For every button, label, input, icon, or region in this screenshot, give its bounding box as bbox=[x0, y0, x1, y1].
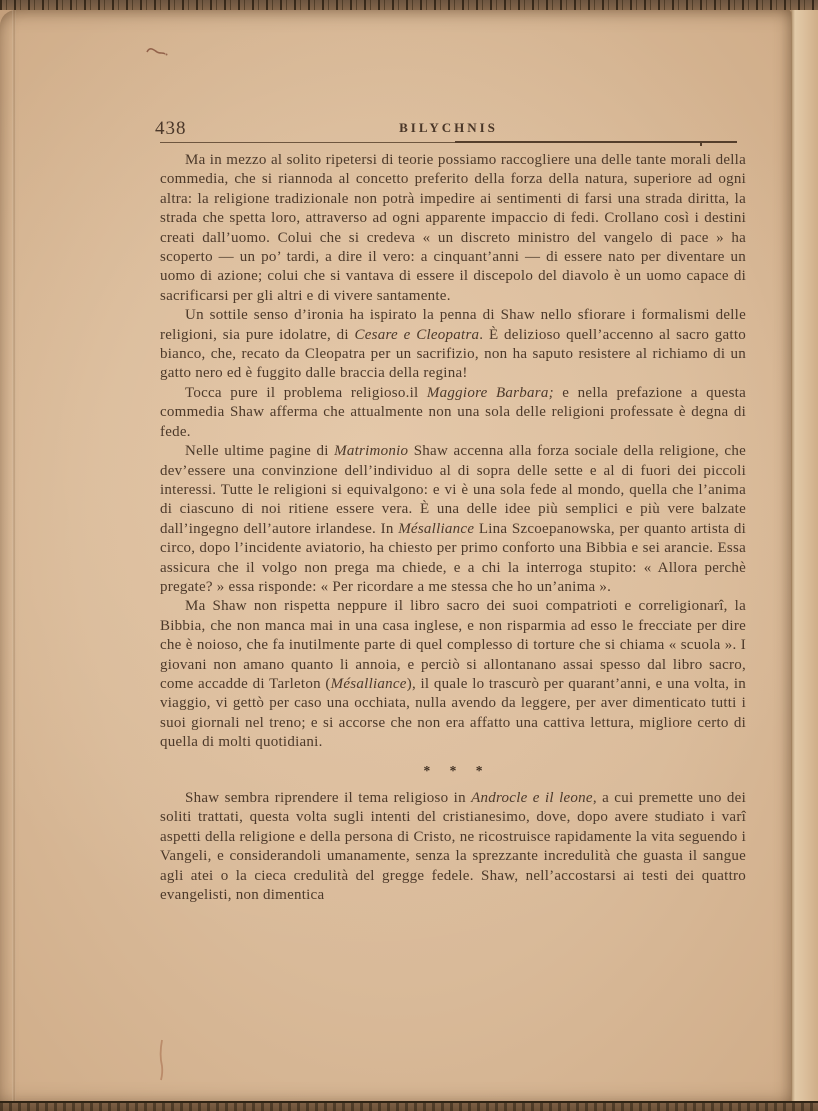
book-title-italic: Mésalliance bbox=[330, 675, 407, 692]
text-run: e nella prefazione a questa commedia Shaw afferma che attualmente non una sola delle religioni professate è degna di fede. bbox=[160, 384, 746, 440]
journal-title: BILYCHNIS bbox=[399, 120, 498, 135]
header-rule-nub bbox=[700, 143, 702, 146]
red-ink-stroke-mark bbox=[157, 1038, 167, 1082]
book-title-italic: Cesare e Cleopatra bbox=[354, 326, 480, 343]
paper-crease bbox=[12, 10, 16, 1103]
paragraph bbox=[160, 789, 746, 905]
underlying-page-fore-edge bbox=[791, 10, 818, 1103]
text-run: Shaw accenna alla forza sociale della religione, che dev’essere una convinzione dell’individuo al di sopra delle sette e al di fuori dei piccoli interessi. Tutte le religioni si equivalgono: e vi è una sola fede al mondo, quella che l’anima di ciascuno di noi ritiene essere vera. È una delle idee più semplici e più vere balzate dall’ingegno dell’autore irlandese. In bbox=[160, 443, 746, 537]
page-number: 438 bbox=[155, 118, 187, 139]
section-separator: * * * bbox=[423, 762, 491, 778]
book-top-binding-edge bbox=[0, 0, 818, 10]
text-run: Tocca pure il problema religioso.il bbox=[185, 384, 427, 401]
paragraph bbox=[160, 384, 746, 442]
text-run: Nelle ultime pagine di bbox=[185, 443, 335, 460]
book-title-italic: Androcle e il leone bbox=[471, 790, 593, 806]
scanned-page bbox=[0, 10, 792, 1103]
text-run: Ma Shaw non rispetta neppure il libro sacro dei suoi compatrioti e correligionarî, la Bibbia, che non manca mai in una casa inglese, e non risparmia ad esso le frecciate per dire che è noioso, che fa inutilmente parte di quel complesso di torture che si chiama « scuola ». I giovani non amano quanto li annoia, e perciò si allontanano assai spesso dal libro sacro, come accadde di Tarleton ( bbox=[160, 598, 746, 692]
book-title-italic: Mésalliance bbox=[398, 520, 475, 537]
book-bottom-binding-edge bbox=[0, 1101, 818, 1111]
paragraph bbox=[160, 306, 746, 384]
paragraph bbox=[160, 442, 746, 597]
text-run: Ma in mezzo al solito ripetersi di teorie possiamo raccogliere una delle tante morali della commedia, che si riannoda al concetto preferito della forza della natura, superiore ad ogni altra: la religione tradizionale non potrà impedire ai sentimenti di farsi una strada diritta, la strada che spetta loro, attraverso ad ogni apparente impaccio di fedi. Crollano così i destini creati dall’uomo. Colui che si credeva « un discreto ministro del vangelo di pace » ha scoperto — un po’ tardi, a dire il vero: a cinquant’anni — di essere nato per diventare un uomo di azione; colui che si vantava di essere il discepolo del diavolo è un uomo capace di sacrificarsi per gli altri e di vivere santamente. bbox=[160, 152, 746, 304]
ink-squiggle-mark bbox=[144, 43, 170, 59]
text-run: ), il quale lo trascurò per quarant’anni, e una volta, in viaggio, vi gettò per caso una occhiata, nulla avendo da leggere, per aver dimenticato tutti i suoi giornali nel treno; e si accorse che non era affatto una cattiva lettura, migliore certo di quella di molti quotidiani. bbox=[160, 675, 746, 751]
text-run: , a cui premette uno dei soliti trattati, questa volta sugli intenti del cristianesimo, dove, dopo avere studiato i varî aspetti della religione e della persona di Cristo, ne ricostruisce rapidamente la vita seguendo i Vangeli, e considerandoli umanamente, senza la sprezzante incredulità che guasta il sangue agli atei o la cieca credulità del gregge fedele. Shaw, nell’accostarsi ai testi dei quattro evangelisti, non dimentica bbox=[160, 790, 747, 904]
text-run: Lina Szcoepanowska, per quanto artista di circo, dopo l’incidente aviatorio, ha chiesto per primo conforto una Bibbia e sei arancie. Essa assicura che il volgo non prega ma chiede, e a chi la interroga stupito: « Allora perchè pregate? » essa risponde: « Per ricordare a me stessa che ho un’anima ». bbox=[160, 520, 746, 595]
text-run: . È delizioso quell’accenno al sacro gatto bianco, che, recato da Cleopatra per un sacrifizio, non ha saputo resistere al richiamo di un gatto nero ed è fuggito dalle braccia della regina! bbox=[160, 326, 747, 382]
text-run: Un sottile senso d’ironia ha ispirato la penna di Shaw nello sfiorare i formalismi delle religioni, sia pure idolatre, di bbox=[160, 307, 746, 343]
text-run: Shaw sembra riprendere il tema religioso in bbox=[185, 790, 472, 806]
header-rule-thick bbox=[455, 141, 737, 143]
header-rule-thin bbox=[160, 142, 457, 143]
book-title-italic: Maggiore Barbara; bbox=[426, 384, 554, 401]
book-title-italic: Matrimonio bbox=[334, 443, 409, 460]
paragraph bbox=[160, 151, 746, 306]
paragraph bbox=[160, 597, 746, 752]
article-text-block bbox=[160, 151, 746, 905]
